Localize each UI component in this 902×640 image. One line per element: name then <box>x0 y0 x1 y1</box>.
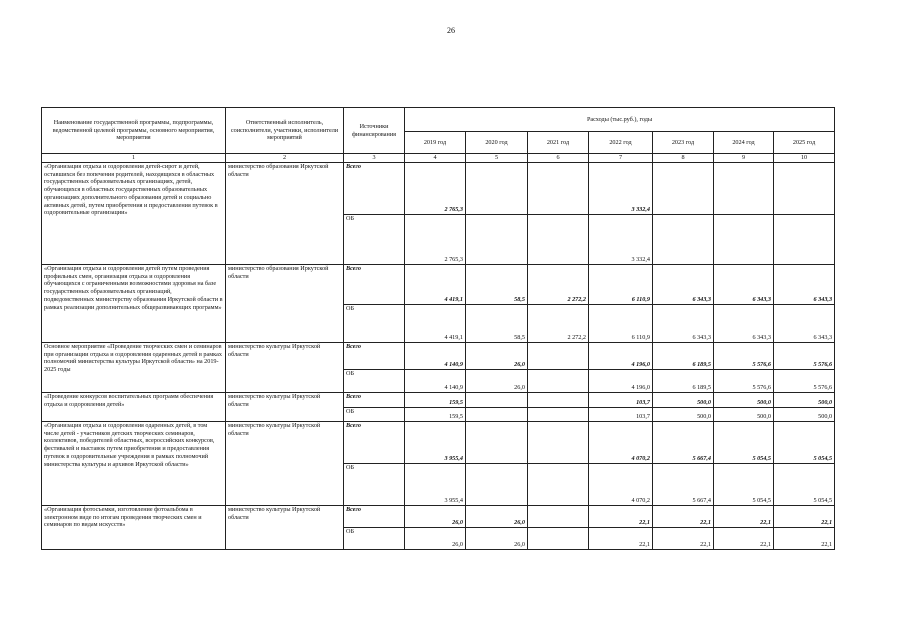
total-value-cell: 26,0 <box>466 505 528 527</box>
ob-value-cell: 4 140,9 <box>405 369 466 392</box>
ob-value-cell <box>528 369 589 392</box>
ob-value-cell: 22,1 <box>774 527 835 549</box>
ob-value-cell: 6 343,3 <box>653 304 714 342</box>
total-value-cell: 500,0 <box>714 392 774 407</box>
ob-value-cell <box>528 527 589 549</box>
ob-value-cell: 26,0 <box>466 527 528 549</box>
ob-value-cell: 26,0 <box>405 527 466 549</box>
column-number: 5 <box>466 154 528 163</box>
total-value-cell: 6 343,3 <box>653 264 714 304</box>
funding-source-total: Всего <box>344 264 405 304</box>
ob-value-cell: 4 419,1 <box>405 304 466 342</box>
ob-value-cell: 4 196,0 <box>589 369 653 392</box>
ob-value-cell: 5 576,6 <box>774 369 835 392</box>
total-value-cell: 22,1 <box>774 505 835 527</box>
total-value-cell: 5 667,4 <box>653 421 714 463</box>
table-body <box>42 162 835 549</box>
column-number-row <box>42 154 835 163</box>
ob-value-cell: 159,5 <box>405 407 466 421</box>
total-value-cell: 6 189,5 <box>653 342 714 369</box>
total-value-cell <box>466 162 528 214</box>
total-value-cell <box>528 505 589 527</box>
ob-value-cell <box>714 214 774 264</box>
funding-source-ob: ОБ <box>344 407 405 421</box>
total-value-cell: 5 576,6 <box>714 342 774 369</box>
header-year: 2024 год <box>714 132 774 154</box>
activity-name: «Проведение конкурсов воспитательных программ обеспечения отдыха и оздоровления детей» <box>42 392 226 421</box>
ob-value-cell <box>528 214 589 264</box>
ob-value-cell: 500,0 <box>653 407 714 421</box>
activity-name: Основное мероприятие «Проведение творческих смен и семинаров при организации отдыха и оздоровления одаренных детей в рамках полномочий министерства культуры Иркутской области» на 2019-2025 годы <box>42 342 226 392</box>
column-number: 3 <box>344 154 405 163</box>
table-row <box>42 264 835 304</box>
total-value-cell: 500,0 <box>653 392 714 407</box>
funding-source-ob: ОБ <box>344 369 405 392</box>
responsible-executor: министерство культуры Иркутской области <box>226 342 344 392</box>
funding-source-ob: ОБ <box>344 463 405 505</box>
total-value-cell <box>653 162 714 214</box>
total-value-cell: 500,0 <box>774 392 835 407</box>
total-value-cell: 4 140,9 <box>405 342 466 369</box>
funding-source-total: Всего <box>344 392 405 407</box>
header-sources: Источники финансирования <box>344 108 405 154</box>
total-value-cell: 6 343,3 <box>714 264 774 304</box>
column-number: 2 <box>226 154 344 163</box>
responsible-executor: министерство культуры Иркутской области <box>226 392 344 421</box>
header-year: 2023 год <box>653 132 714 154</box>
ob-value-cell: 6 189,5 <box>653 369 714 392</box>
table-row <box>42 421 835 463</box>
funding-source-total: Всего <box>344 342 405 369</box>
ob-value-cell <box>528 407 589 421</box>
ob-value-cell: 6 343,3 <box>714 304 774 342</box>
header-year: 2019 год <box>405 132 466 154</box>
ob-value-cell: 3 332,4 <box>589 214 653 264</box>
total-value-cell: 3 332,4 <box>589 162 653 214</box>
column-number: 7 <box>589 154 653 163</box>
ob-value-cell: 500,0 <box>714 407 774 421</box>
activity-name: «Организация отдыха и оздоровления детей-сирот и детей, оставшихся без попечения родителей, находящихся в областных государственных образовательных организациях, детей, обучающихся в областных государственных образовательных организациях дополнительного образования детей и социально активных детей, путем приобретения и предоставления путевок в оздоровительные организации» <box>42 162 226 264</box>
ob-value-cell <box>466 463 528 505</box>
total-value-cell: 159,5 <box>405 392 466 407</box>
funding-source-total: Всего <box>344 162 405 214</box>
ob-value-cell <box>774 214 835 264</box>
total-value-cell: 4 419,1 <box>405 264 466 304</box>
ob-value-cell <box>528 463 589 505</box>
ob-value-cell: 6 343,3 <box>774 304 835 342</box>
total-value-cell: 103,7 <box>589 392 653 407</box>
header-name: Наименование государственной программы, подпрограммы, ведомственной целевой программы, основного мероприятия, мероприятия <box>42 108 226 154</box>
total-value-cell: 22,1 <box>589 505 653 527</box>
budget-table <box>41 107 835 550</box>
funding-source-total: Всего <box>344 421 405 463</box>
table-row <box>42 505 835 527</box>
table-row <box>42 162 835 214</box>
total-value-cell: 6 343,3 <box>774 264 835 304</box>
ob-value-cell: 22,1 <box>653 527 714 549</box>
header-responsible: Ответственный исполнитель, соисполнители, участники, исполнители мероприятий <box>226 108 344 154</box>
total-value-cell: 26,0 <box>405 505 466 527</box>
ob-value-cell <box>466 214 528 264</box>
activity-name: «Организация отдыха и оздоровления детей путем проведения профильных смен, организация отдыха и оздоровления обучающихся с ограниченными возможностями здоровья на базе государственных образовательных организаций, подведомственных министерству образования Иркутской области в рамках реализации дополнительных общеразвивающих программ» <box>42 264 226 342</box>
total-value-cell: 3 955,4 <box>405 421 466 463</box>
ob-value-cell: 22,1 <box>589 527 653 549</box>
total-value-cell: 2 272,2 <box>528 264 589 304</box>
header-year: 2020 год <box>466 132 528 154</box>
total-value-cell <box>528 421 589 463</box>
funding-source-ob: ОБ <box>344 214 405 264</box>
ob-value-cell: 26,0 <box>466 369 528 392</box>
activity-name: «Организация фотосъемки, изготовление фотоальбома в электронном виде по итогам проведения творческих смен и семинаров по видам искусств» <box>42 505 226 549</box>
total-value-cell: 22,1 <box>653 505 714 527</box>
total-value-cell <box>714 162 774 214</box>
header-year: 2021 год <box>528 132 589 154</box>
ob-value-cell: 500,0 <box>774 407 835 421</box>
total-value-cell: 5 576,6 <box>774 342 835 369</box>
ob-value-cell: 3 955,4 <box>405 463 466 505</box>
column-number: 4 <box>405 154 466 163</box>
ob-value-cell: 5 054,5 <box>774 463 835 505</box>
column-number: 8 <box>653 154 714 163</box>
total-value-cell: 5 054,5 <box>714 421 774 463</box>
total-value-cell: 26,0 <box>466 342 528 369</box>
table-row <box>42 392 835 407</box>
funding-source-ob: ОБ <box>344 304 405 342</box>
column-number: 10 <box>774 154 835 163</box>
ob-value-cell: 2 272,2 <box>528 304 589 342</box>
table-row <box>42 342 835 369</box>
column-number: 6 <box>528 154 589 163</box>
header-year: 2025 год <box>774 132 835 154</box>
total-value-cell: 2 765,3 <box>405 162 466 214</box>
total-value-cell <box>528 342 589 369</box>
ob-value-cell <box>466 407 528 421</box>
funding-source-total: Всего <box>344 505 405 527</box>
responsible-executor: министерство образования Иркутской области <box>226 264 344 342</box>
responsible-executor: министерство культуры Иркутской области <box>226 505 344 549</box>
responsible-executor: министерство образования Иркутской области <box>226 162 344 264</box>
ob-value-cell: 2 765,3 <box>405 214 466 264</box>
total-value-cell <box>774 162 835 214</box>
page-number: 26 <box>447 26 455 35</box>
activity-name: «Организация отдыха и оздоровления одаренных детей, в том числе детей - участников детских творческих семинаров, коллективов, победителей областных, всероссийских конкурсов, фестивалей и выставок путем приобретения и предоставления путевок в оздоровительные учреждения в рамках полномочий министерства культуры и архивов Иркутской области» <box>42 421 226 505</box>
total-value-cell <box>528 392 589 407</box>
responsible-executor: министерство культуры Иркутской области <box>226 421 344 505</box>
total-value-cell <box>528 162 589 214</box>
total-value-cell: 6 110,9 <box>589 264 653 304</box>
header-expenses: Расходы (тыс.руб.), годы <box>405 108 835 132</box>
column-number: 9 <box>714 154 774 163</box>
total-value-cell: 5 054,5 <box>774 421 835 463</box>
header-year: 2022 год <box>589 132 653 154</box>
funding-source-ob: ОБ <box>344 527 405 549</box>
total-value-cell: 4 196,0 <box>589 342 653 369</box>
ob-value-cell: 5 576,6 <box>714 369 774 392</box>
ob-value-cell: 5 667,4 <box>653 463 714 505</box>
ob-value-cell: 103,7 <box>589 407 653 421</box>
total-value-cell <box>466 392 528 407</box>
ob-value-cell <box>653 214 714 264</box>
total-value-cell: 4 070,2 <box>589 421 653 463</box>
ob-value-cell: 4 070,2 <box>589 463 653 505</box>
ob-value-cell: 5 054,5 <box>714 463 774 505</box>
ob-value-cell: 58,5 <box>466 304 528 342</box>
ob-value-cell: 6 110,9 <box>589 304 653 342</box>
column-number: 1 <box>42 154 226 163</box>
total-value-cell: 22,1 <box>714 505 774 527</box>
ob-value-cell: 22,1 <box>714 527 774 549</box>
total-value-cell: 58,5 <box>466 264 528 304</box>
total-value-cell <box>466 421 528 463</box>
